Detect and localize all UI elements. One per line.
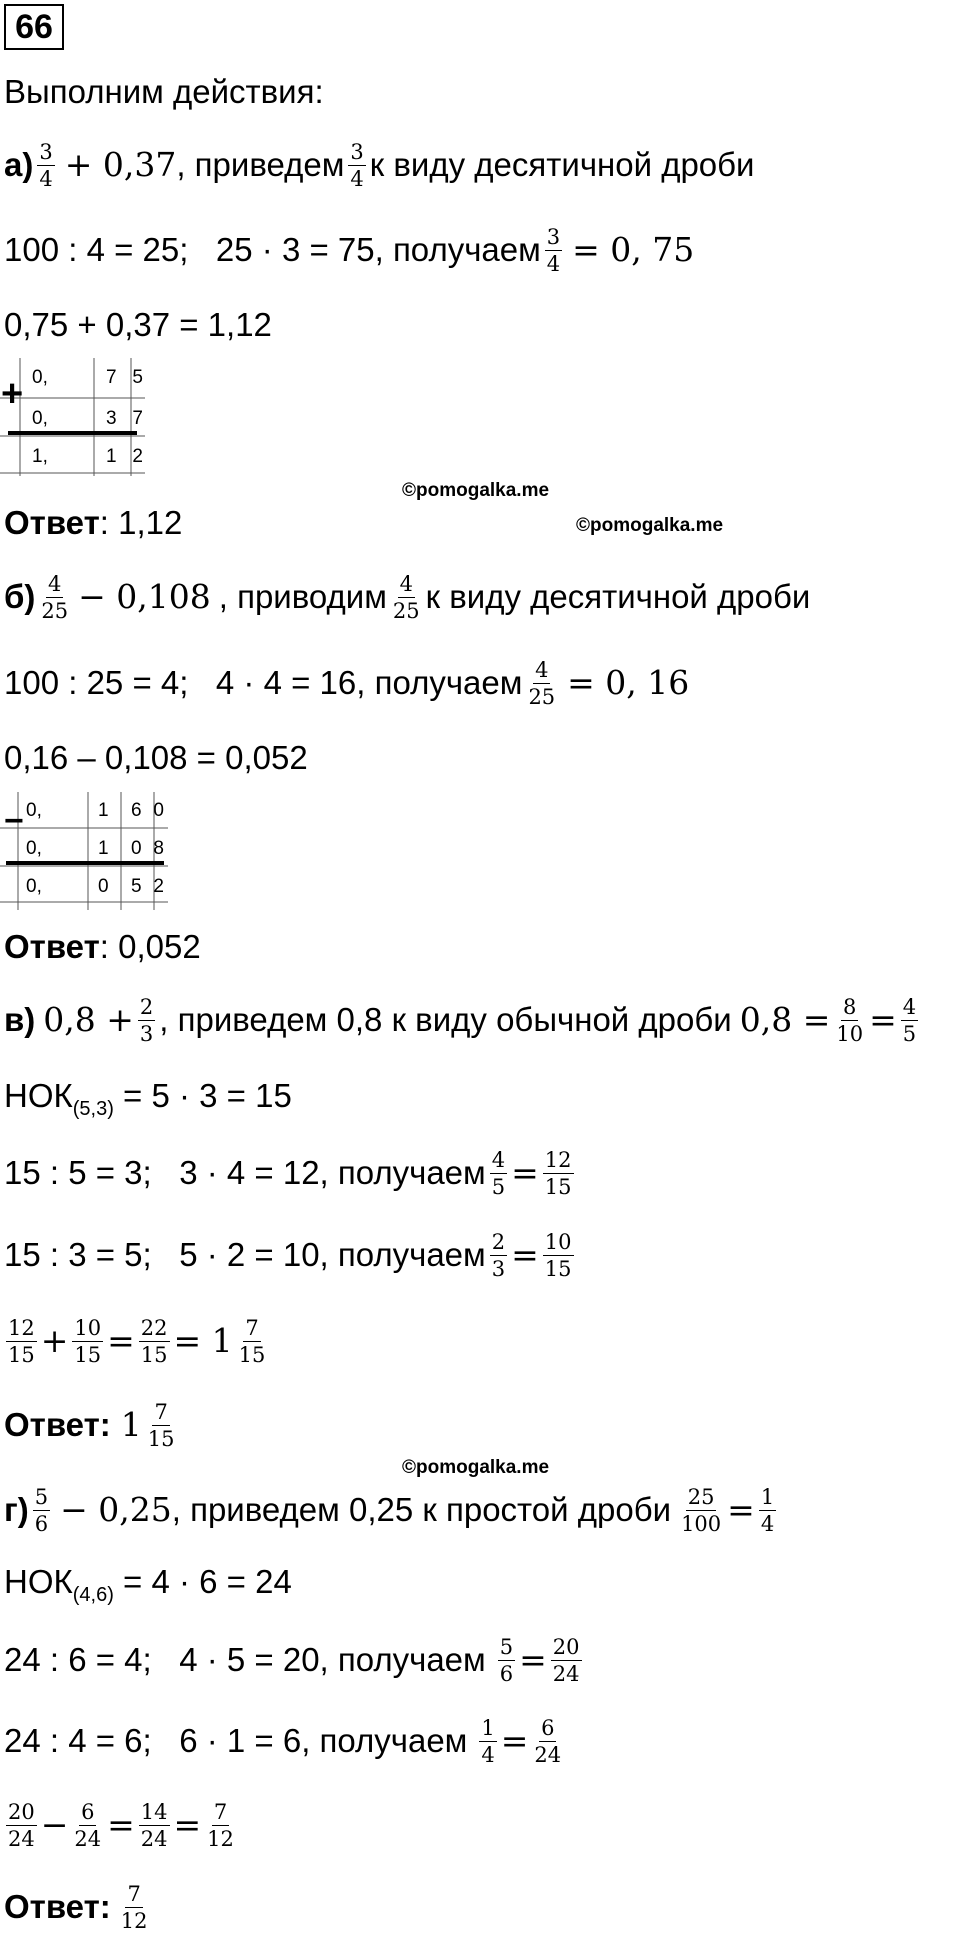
fraction: $\frac{3}{4}$	[39, 139, 53, 191]
digit-cell: 0	[98, 876, 109, 897]
fraction: $\frac{3}{4}$	[546, 224, 561, 276]
part-b-difference: 0,16 – 0,108 = 0,052	[4, 739, 308, 776]
minus-sign: −	[4, 802, 24, 840]
watermark: ©pomogalka.me	[402, 480, 550, 501]
watermark: ©pomogalka.me	[402, 1457, 550, 1478]
expression-rest: − 0,25	[60, 1490, 172, 1529]
digit-cell: 0,	[26, 876, 42, 897]
part-a-answer: Ответ: 1,12	[4, 504, 183, 541]
digit-cell: 0	[131, 838, 142, 859]
step-text: 100 : 4 = 25; 25 · 3 = 75, получаем	[4, 231, 541, 268]
conversion-start: 0,8 =	[739, 1000, 831, 1039]
comment-end: к виду десятичной дроби	[369, 146, 755, 183]
fraction: $\frac{12}{15}$	[8, 1315, 35, 1367]
answer-label: Ответ:	[4, 1888, 111, 1925]
step-result: = 0, 16	[567, 663, 690, 702]
fraction: $\frac{10}{15}$	[544, 1229, 572, 1281]
part-a-line-1	[4, 130, 755, 200]
digit-cell: 8	[153, 838, 164, 859]
fraction: $\frac{5}{6}$	[34, 1484, 49, 1536]
digit-cell: 6	[131, 800, 142, 821]
fraction: $\frac{6}{24}$	[534, 1715, 562, 1767]
digit-cell: 0,	[32, 367, 48, 388]
fraction: $\frac{4}{25}$	[392, 571, 420, 623]
part-g-answer	[4, 1872, 154, 1942]
part-v-label: в)	[4, 1001, 36, 1038]
digit-cell: 1	[98, 838, 109, 859]
equals-sign: =	[727, 1490, 755, 1529]
fraction: $\frac{1}{4}$	[760, 1484, 775, 1536]
comment: , приведем	[176, 146, 345, 183]
equals-sign: =	[107, 1805, 135, 1844]
digit-cell: 1	[98, 800, 109, 821]
equals-sign: = 1	[173, 1321, 233, 1360]
part-v-nok: $НОК_{(5,3)} = 5 \cdot 3 = 15$	[4, 1077, 292, 1120]
digit-cell: 5	[132, 367, 143, 388]
fraction: $\frac{4}{25}$	[41, 571, 69, 623]
fraction: $\frac{14}{24}$	[140, 1799, 168, 1851]
fraction: $\frac{25}{100}$	[681, 1484, 722, 1536]
fraction: $\frac{7}{12}$	[207, 1799, 234, 1851]
equals-sign: =	[107, 1321, 135, 1360]
step-result: = 0, 75	[572, 230, 695, 269]
equals-sign: =	[511, 1153, 539, 1192]
fraction: $\frac{3}{4}$	[350, 139, 364, 191]
expression-rest: + 0,37	[64, 145, 177, 184]
part-a-label: а)	[4, 146, 34, 183]
part-g-nok: $НОК_{(4,6)} = 4 \cdot 6 = 24$	[4, 1563, 292, 1606]
fraction: $\frac{1}{4}$	[481, 1715, 495, 1767]
digit-cell: 1	[106, 446, 117, 467]
intro-text: Выполним действия:	[4, 73, 324, 110]
comment-end: к виду десятичной дроби	[425, 578, 811, 615]
equals-sign: =	[511, 1235, 539, 1274]
fraction: $\frac{7}{15}$	[238, 1315, 266, 1367]
part-b-line-1	[4, 562, 810, 632]
part-v-line-4	[4, 1220, 578, 1290]
digit-cell: 0,	[26, 838, 42, 859]
step-text: 100 : 25 = 4; 4 · 4 = 16, получаем	[4, 664, 523, 701]
fraction: $\frac{20}{24}$	[8, 1799, 35, 1851]
digit-cell: 0,	[32, 408, 48, 429]
fraction: $\frac{4}{25}$	[528, 657, 556, 709]
fraction: $\frac{20}{24}$	[552, 1634, 580, 1686]
part-v-sum	[2, 1306, 271, 1376]
part-a-sum: 0,75 + 0,37 = 1,12	[4, 306, 272, 343]
digit-cell: 2	[132, 446, 143, 467]
digit-cell: 7	[132, 408, 143, 429]
comment: , приведем 0,8 к виду обычной дроби	[159, 1001, 732, 1038]
fraction: $\frac{8}{10}$	[836, 994, 864, 1046]
digit-cell: 3	[106, 408, 117, 429]
part-a-column-addition	[0, 358, 160, 478]
digit-cell: 1,	[32, 446, 48, 467]
digit-cell: 7	[106, 367, 117, 388]
part-v-line-3	[4, 1138, 578, 1208]
step-text: 15 : 3 = 5; 5 · 2 = 10, получаем	[4, 1236, 486, 1273]
part-g-label: г)	[4, 1491, 29, 1528]
plus-sign: +	[1, 373, 24, 415]
plus-sign: +	[40, 1321, 69, 1360]
comment: , приведем 0,25 к простой дроби	[171, 1491, 672, 1528]
fraction: $\frac{4}{5}$	[902, 994, 917, 1046]
part-g-difference	[2, 1790, 240, 1860]
part-b-label: б)	[4, 578, 36, 615]
expression-rest: − 0,108	[78, 577, 211, 616]
part-v-line-1	[4, 985, 922, 1055]
step-text: 24 : 6 = 4; 4 · 5 = 20, получаем	[4, 1641, 486, 1678]
part-g-line-1	[4, 1475, 780, 1545]
step-text: 15 : 5 = 3; 3 · 4 = 12, получаем	[4, 1154, 486, 1191]
part-v-answer	[4, 1390, 181, 1460]
fraction: $\frac{2}{3}$	[139, 994, 154, 1046]
step-text: 24 : 4 = 6; 6 · 1 = 6, получаем	[4, 1722, 468, 1759]
part-b-line-2	[4, 648, 689, 718]
equals-sign: =	[869, 1000, 897, 1039]
fraction: $\frac{10}{15}$	[74, 1315, 102, 1367]
fraction: $\frac{7}{12}$	[120, 1881, 148, 1933]
comment: , приводим	[218, 578, 387, 615]
digit-cell: 0,	[26, 800, 42, 821]
digit-cell: 2	[153, 876, 164, 897]
watermark: ©pomogalka.me	[576, 515, 724, 536]
fraction: $\frac{4}{5}$	[491, 1147, 506, 1199]
equals-sign: =	[500, 1721, 529, 1760]
fraction: $\frac{6}{24}$	[74, 1799, 102, 1851]
answer-label: Ответ:	[4, 1406, 111, 1443]
equals-sign: =	[173, 1805, 202, 1844]
part-b-column-subtraction	[0, 792, 180, 912]
equals-sign: =	[519, 1640, 547, 1679]
part-a-line-2	[4, 215, 694, 285]
fraction: $\frac{7}{15}$	[147, 1399, 175, 1451]
fraction: $\frac{12}{15}$	[544, 1147, 572, 1199]
task-number-badge: 66	[4, 4, 64, 50]
fraction: $\frac{5}{6}$	[499, 1634, 514, 1686]
part-b-answer: Ответ: 0,052	[4, 928, 201, 965]
part-g-line-4	[4, 1706, 567, 1776]
fraction: $\frac{22}{15}$	[140, 1315, 168, 1367]
expression-start: 0,8 +	[43, 1000, 134, 1039]
fraction: $\frac{2}{3}$	[491, 1229, 506, 1281]
minus-sign: −	[40, 1805, 69, 1844]
digit-cell: 0	[153, 800, 164, 821]
answer-whole: 1	[120, 1405, 142, 1444]
part-g-line-3	[4, 1625, 586, 1695]
digit-cell: 5	[131, 876, 142, 897]
